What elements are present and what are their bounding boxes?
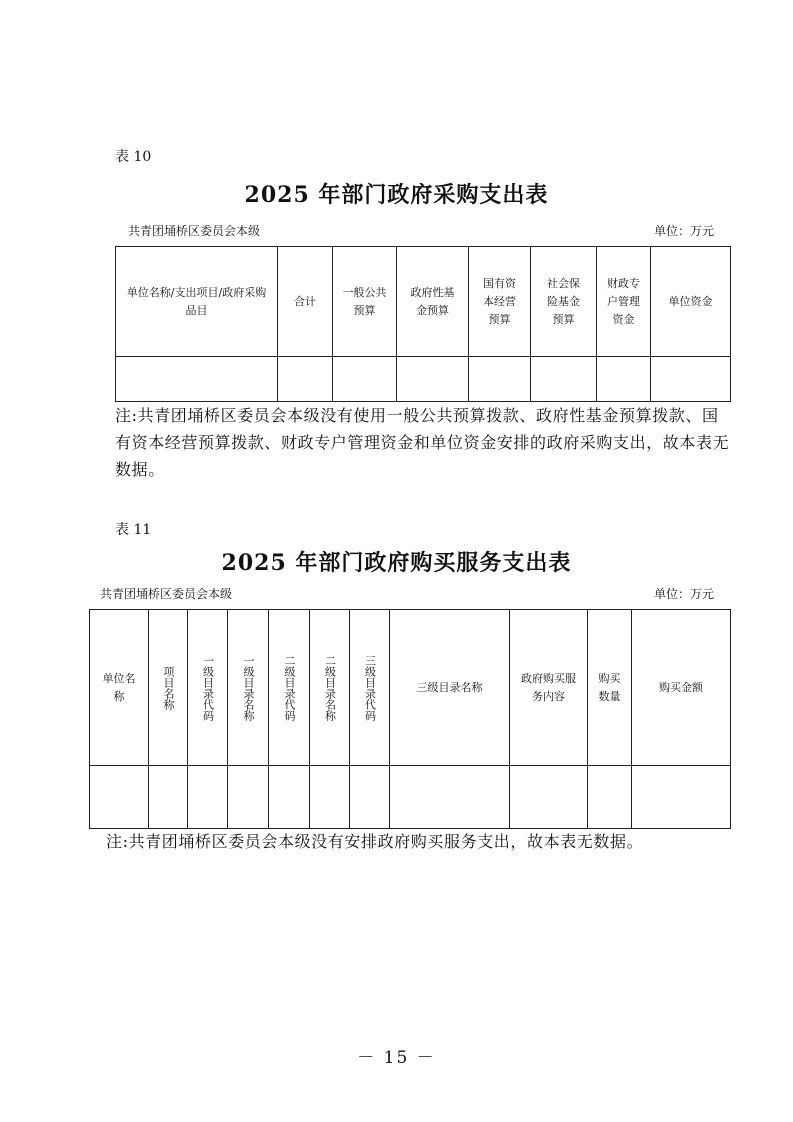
table-cell: [269, 766, 310, 829]
table10-header-cell: 合计: [278, 247, 333, 357]
table10-header-cell: 单位资金: [651, 247, 731, 357]
table10-header-cell: 财政专户管理资金: [597, 247, 651, 357]
table-cell: [310, 766, 350, 829]
table10: [115, 246, 731, 402]
table11-header-cell: 二级目录名称: [310, 610, 350, 766]
table10-header-cell: 社会保险基金预算: [531, 247, 597, 357]
table-row: [116, 357, 731, 402]
table11-unit-name: 共青团埇桥区委员会本级: [100, 587, 233, 601]
table11-header-cell: 购买金额: [632, 610, 731, 766]
table10-header-cell: 单位名称/支出项目/政府采购品目: [116, 247, 278, 357]
table11-header-cell: 二级目录代码: [269, 610, 310, 766]
page-number: － 15 －: [357, 1048, 436, 1068]
table11-header-cell: 单位名称: [90, 610, 149, 766]
table-cell: [510, 766, 588, 829]
table11: [89, 609, 731, 829]
table-cell: [149, 766, 188, 829]
table11-header-cell: 一级目录代码: [188, 610, 228, 766]
table-cell: [469, 357, 531, 402]
table-cell: [116, 357, 278, 402]
table11-unit-label: 单位：万元: [654, 587, 715, 601]
table10-unit-name: 共青团埇桥区委员会本级: [128, 224, 261, 238]
table-cell: [228, 766, 269, 829]
table-cell: [90, 766, 149, 829]
table10-label: 表 10: [115, 149, 152, 165]
table11-header-cell: 政府购买服务内容: [510, 610, 588, 766]
table-row: [90, 766, 731, 829]
table11-label: 表 11: [115, 522, 152, 538]
table-cell: [333, 357, 397, 402]
table10-unit-label: 单位：万元: [654, 224, 715, 238]
table-cell: [278, 357, 333, 402]
table-cell: [651, 357, 731, 402]
table-cell: [597, 357, 651, 402]
table-cell: [397, 357, 469, 402]
table11-header-cell: 三级目录代码: [350, 610, 390, 766]
table11-header-cell: 购买数量: [588, 610, 632, 766]
table-cell: [350, 766, 390, 829]
table-cell: [632, 766, 731, 829]
table10-header-row: [116, 247, 731, 357]
table11-note: 注:共青团埇桥区委员会本级没有安排政府购买服务支出，故本表无数据。: [106, 832, 644, 851]
table10-header-cell: 政府性基金预算: [397, 247, 469, 357]
table10-title: 2025 年部门政府采购支出表: [244, 182, 549, 208]
table-cell: [390, 766, 510, 829]
table11-header-cell: 项目名称: [149, 610, 188, 766]
table-cell: [588, 766, 632, 829]
table10-note: 注:共青团埇桥区委员会本级没有使用一般公共预算拨款、政府性基金预算拨款、国有资本经营预算拨款、财政专户管理资金和单位资金安排的政府采购支出，故本表无数据。: [115, 406, 730, 479]
table11-header-cell: 三级目录名称: [390, 610, 510, 766]
table10-header-cell: 国有资本经营预算: [469, 247, 531, 357]
table-cell: [188, 766, 228, 829]
table11-title: 2025 年部门政府购买服务支出表: [221, 550, 572, 576]
table-cell: [531, 357, 597, 402]
table10-header-cell: 一般公共预算: [333, 247, 397, 357]
table11-header-row: [90, 610, 731, 766]
table11-header-cell: 一级目录名称: [228, 610, 269, 766]
